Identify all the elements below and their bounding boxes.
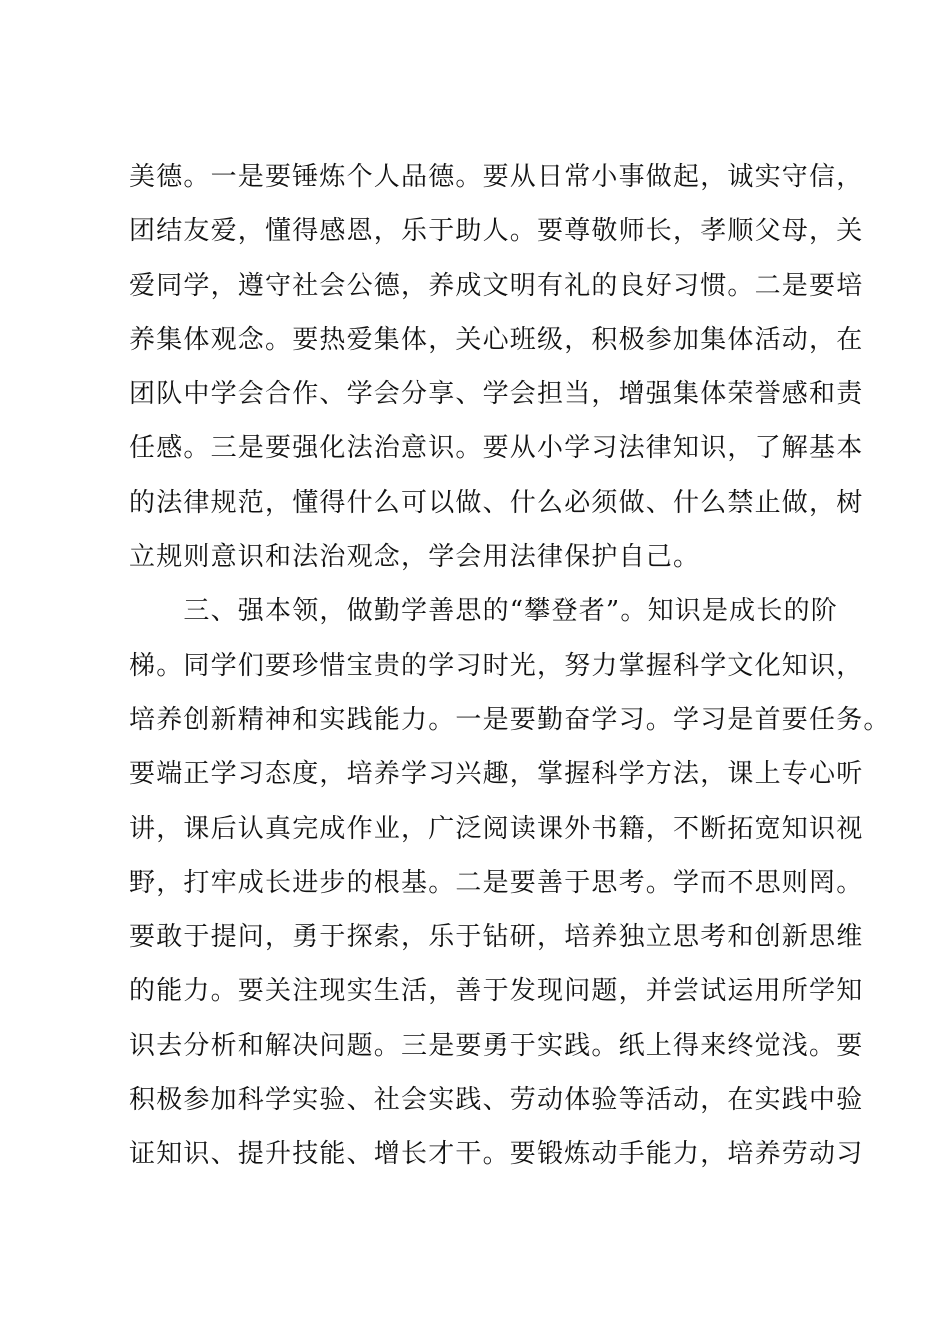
text-line: 要敢于提问，勇于探索，乐于钻研，培养独立思考和创新思维	[129, 922, 864, 953]
text-line: 任感。三是要强化法治意识。要从小学习法律知识，了解基本	[129, 433, 864, 464]
text-line: 立规则意识和法治观念，学会用法律保护自己。	[129, 542, 701, 573]
text-line: 证知识、提升技能、增长才干。要锻炼动手能力，培养劳动习	[129, 1139, 864, 1170]
text-line: 团队中学会合作、学会分享、学会担当，增强集体荣誉感和责	[129, 379, 864, 410]
text-line: 梯。同学们要珍惜宝贵的学习时光，努力掌握科学文化知识，	[129, 650, 864, 681]
section-heading-line: 三、强本领，做勤学善思的“攀登者”。知识是成长的阶	[129, 596, 838, 627]
text-line: 养集体观念。要热爱集体，关心班级，积极参加集体活动，在	[129, 324, 864, 355]
text-line: 积极参加科学实验、社会实践、劳动体验等活动，在实践中验	[129, 1085, 864, 1116]
text-line: 美德。一是要锤炼个人品德。要从日常小事做起，诚实守信，	[129, 162, 864, 192]
text-line: 爱同学，遵守社会公德，养成文明有礼的良好习惯。二是要培	[129, 270, 864, 301]
text-line: 的法律规范，懂得什么可以做、什么必须做、什么禁止做，树	[129, 487, 864, 518]
text-line: 讲，课后认真完成作业，广泛阅读课外书籍，不断拓宽知识视	[129, 813, 864, 844]
text-line: 要端正学习态度，培养学习兴趣，掌握科学方法，课上专心听	[129, 759, 864, 790]
text-line: 培养创新精神和实践能力。一是要勤奋学习。学习是首要任务。	[129, 704, 891, 735]
text-line: 野，打牢成长进步的根基。二是要善于思考。学而不思则罔。	[129, 867, 864, 898]
text-line: 识去分析和解决问题。三是要勇于实践。纸上得来终觉浅。要	[129, 1030, 864, 1061]
document-body	[129, 150, 891, 1182]
text-line: 团结友爱，懂得感恩，乐于助人。要尊敬师长，孝顺父母，关	[129, 216, 864, 247]
text-line: 的能力。要关注现实生活，善于发现问题，并尝试运用所学知	[129, 976, 864, 1007]
